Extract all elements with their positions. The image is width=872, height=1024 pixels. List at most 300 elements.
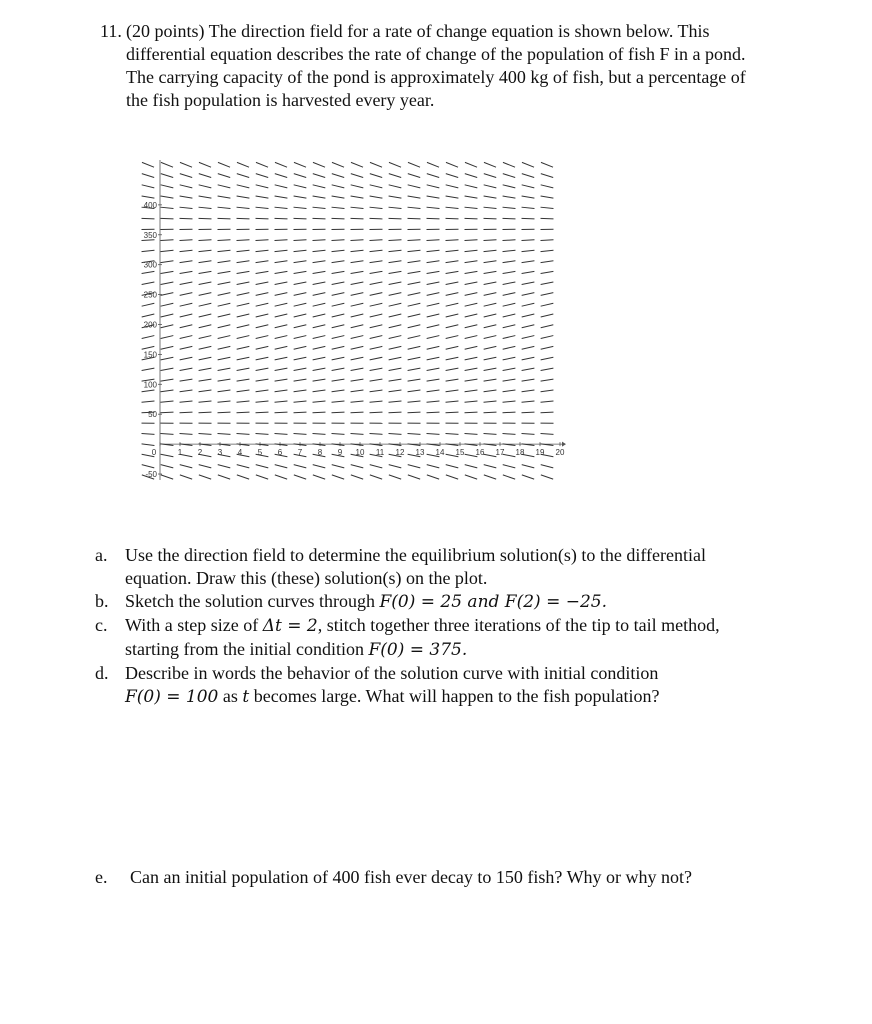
slope-segment — [332, 368, 345, 370]
slope-segment — [218, 162, 230, 167]
slope-segment — [446, 465, 459, 468]
slope-segment — [370, 207, 383, 208]
slope-segment — [370, 271, 383, 273]
slope-segment — [199, 196, 212, 198]
slope-segment — [180, 196, 193, 198]
slope-segment — [389, 401, 402, 402]
slope-segment — [218, 261, 231, 263]
x-tick-label: 5 — [257, 448, 263, 458]
slope-segment — [389, 271, 402, 273]
slope-segment — [161, 218, 174, 219]
slope-segment — [332, 465, 345, 468]
slope-segment — [389, 282, 402, 285]
x-tick-label: 16 — [475, 448, 485, 458]
slope-segment — [541, 465, 554, 468]
slope-segment — [484, 368, 497, 370]
slope-segment — [275, 412, 288, 413]
slope-segment — [446, 196, 459, 198]
slope-segment — [503, 240, 516, 241]
slope-segment — [180, 325, 193, 328]
slope-segment — [294, 218, 307, 219]
slope-segment — [313, 401, 326, 402]
slope-segment — [465, 207, 478, 208]
slope-segment — [522, 379, 535, 381]
slope-segment — [180, 314, 193, 317]
slope-segment — [522, 240, 535, 241]
slope-segment — [408, 401, 421, 402]
slope-segment — [218, 174, 230, 178]
slope-segment — [541, 240, 554, 241]
slope-segment — [408, 465, 421, 468]
slope-segment — [351, 357, 364, 360]
slope-segment — [522, 282, 535, 285]
slope-segment — [294, 185, 307, 188]
slope-segment — [484, 303, 497, 306]
slope-segment — [484, 357, 497, 360]
slope-segment — [256, 401, 269, 402]
slope-segment — [161, 207, 174, 208]
slope-segment — [522, 250, 535, 251]
slope-segment — [199, 346, 212, 349]
slope-segment — [446, 475, 458, 479]
slope-segment — [161, 314, 174, 317]
slope-segment — [180, 185, 193, 188]
slope-segment — [256, 196, 269, 198]
slope-segment — [313, 240, 326, 241]
slope-segment — [522, 434, 535, 435]
slope-segment — [275, 196, 288, 198]
slope-segment — [465, 261, 478, 263]
slope-segment — [541, 434, 554, 435]
slope-segment — [541, 379, 554, 381]
slope-segment — [218, 218, 231, 219]
slope-segment — [237, 240, 250, 241]
slope-segment — [199, 250, 212, 251]
slope-segment — [408, 185, 421, 188]
slope-segment — [256, 293, 269, 296]
slope-segment — [427, 346, 440, 349]
slope-segment — [389, 185, 402, 188]
slope-segment — [332, 196, 345, 198]
slope-segment — [199, 282, 212, 285]
slope-segment — [389, 174, 401, 178]
slope-segment — [313, 475, 325, 479]
slope-segment — [541, 412, 554, 413]
slope-segment — [446, 357, 459, 360]
slope-segment — [370, 185, 383, 188]
slope-segment — [294, 282, 307, 285]
slope-segment — [408, 218, 421, 219]
slope-segment — [332, 357, 345, 360]
slope-segment — [370, 174, 382, 178]
slope-segment — [351, 379, 364, 381]
slope-segment — [237, 174, 249, 178]
slope-segment — [332, 185, 345, 188]
slope-segment — [484, 465, 497, 468]
x-tick-label: 14 — [435, 448, 445, 458]
slope-segment — [142, 196, 155, 198]
slope-segment — [351, 325, 364, 328]
slope-segment — [313, 465, 326, 468]
slope-segment — [541, 357, 554, 360]
slope-segment — [484, 261, 497, 263]
slope-segment — [218, 379, 231, 381]
x-tick-label: 17 — [495, 448, 505, 458]
slope-segment — [465, 293, 478, 296]
slope-segment — [237, 390, 250, 392]
slope-segment — [503, 185, 516, 188]
part-label: c. — [95, 615, 108, 635]
slope-segment — [161, 174, 173, 178]
slope-segment — [332, 261, 345, 263]
slope-segment — [484, 379, 497, 381]
slope-segment — [503, 412, 516, 413]
slope-segment — [256, 475, 268, 479]
slope-segment — [237, 218, 250, 219]
slope-segment — [465, 185, 478, 188]
y-tick-label: 150 — [143, 350, 157, 360]
slope-segment — [161, 185, 174, 188]
slope-segment — [275, 401, 288, 402]
slope-segment — [180, 412, 193, 413]
slope-segment — [256, 336, 269, 339]
slope-segment — [161, 162, 173, 167]
slope-segment — [484, 454, 497, 456]
slope-segment — [351, 218, 364, 219]
slope-segment — [370, 196, 383, 198]
slope-segment — [541, 368, 554, 370]
slope-segment — [408, 475, 420, 479]
text-run: Use the direction field to determine the equilibrium solution(s) to the differential — [125, 545, 707, 565]
slope-segment — [408, 346, 421, 349]
part-label: b. — [95, 591, 109, 611]
slope-segment — [313, 346, 326, 349]
slope-segment — [218, 325, 231, 328]
slope-segment — [294, 434, 307, 435]
slope-segment — [503, 336, 516, 339]
slope-segment — [180, 475, 192, 479]
slope-segment — [446, 250, 459, 251]
problem-line: The carrying capacity of the pond is approximately 400 kg of fish, but a percentage of — [126, 67, 746, 87]
slope-segment — [465, 303, 478, 306]
slope-segment — [465, 250, 478, 251]
slope-segment — [199, 390, 212, 392]
slope-segment — [351, 162, 363, 167]
slope-segment — [199, 379, 212, 381]
slope-segment — [503, 475, 515, 479]
text-run: Describe in words the behavior of the solution curve with initial condition — [125, 663, 659, 683]
slope-segment — [446, 401, 459, 402]
slope-segment — [161, 282, 174, 285]
slope-segment — [256, 379, 269, 381]
slope-segment — [275, 368, 288, 370]
slope-segment — [408, 314, 421, 317]
slope-segment — [522, 271, 535, 273]
slope-segment — [522, 465, 535, 468]
slope-segment — [351, 174, 363, 178]
slope-segment — [465, 314, 478, 317]
slope-segment — [370, 282, 383, 285]
slope-segment — [408, 325, 421, 328]
slope-segment — [389, 434, 402, 435]
slope-segment — [313, 196, 326, 198]
slope-segment — [522, 196, 535, 198]
slope-segment — [256, 282, 269, 285]
slope-segment — [465, 390, 478, 392]
slope-segment — [161, 401, 174, 402]
x-tick-label: 3 — [217, 448, 223, 458]
slope-segment — [484, 271, 497, 273]
slope-segment — [142, 174, 154, 178]
slope-segment — [275, 207, 288, 208]
slope-segment — [142, 346, 155, 349]
slope-segment — [256, 271, 269, 273]
slope-segment — [541, 207, 554, 208]
slope-segment — [161, 271, 174, 273]
slope-segment — [389, 412, 402, 413]
slope-segment — [541, 303, 554, 306]
slope-segment — [256, 346, 269, 349]
slope-segment — [389, 475, 401, 479]
slope-segment — [541, 218, 554, 219]
slope-segment — [351, 465, 364, 468]
slope-segment — [256, 185, 269, 188]
slope-segment — [522, 412, 535, 413]
slope-segment — [294, 293, 307, 296]
slope-segment — [446, 282, 459, 285]
slope-segment — [256, 303, 269, 306]
x-tick-label: 12 — [395, 448, 405, 458]
text-run: Sketch the solution curves through — [125, 591, 380, 611]
slope-segment — [332, 240, 345, 241]
slope-segment — [522, 162, 534, 167]
slope-segment — [446, 390, 459, 392]
slope-segment — [313, 293, 326, 296]
slope-segment — [503, 250, 516, 251]
slope-segment — [351, 250, 364, 251]
slope-segment — [237, 162, 249, 167]
x-tick-label: 20 — [555, 448, 565, 458]
slope-segment — [218, 185, 231, 188]
problem-statement — [100, 20, 830, 112]
slope-segment — [161, 240, 174, 241]
slope-segment — [256, 162, 268, 167]
slope-segment — [180, 261, 193, 263]
slope-segment — [465, 196, 478, 198]
slope-segment — [522, 336, 535, 339]
slope-segment — [503, 174, 515, 178]
slope-segment — [199, 434, 212, 435]
slope-segment — [351, 271, 364, 273]
slope-segment — [313, 390, 326, 392]
slope-segment — [180, 465, 193, 468]
slope-segment — [294, 475, 306, 479]
slope-segment — [294, 162, 306, 167]
slope-segment — [332, 325, 345, 328]
slope-segment — [199, 475, 211, 479]
slope-segment — [389, 240, 402, 241]
slope-segment — [180, 240, 193, 241]
slope-segment — [161, 357, 174, 360]
slope-segment — [522, 207, 535, 208]
slope-segment — [370, 303, 383, 306]
slope-segment — [294, 250, 307, 251]
slope-segment — [465, 475, 477, 479]
slope-segment — [142, 465, 155, 468]
slope-segment — [237, 303, 250, 306]
slope-segment — [370, 240, 383, 241]
slope-segment — [332, 412, 345, 413]
slope-segment — [503, 465, 516, 468]
slope-segment — [484, 390, 497, 392]
slope-segment — [484, 185, 497, 188]
slope-segment — [427, 271, 440, 273]
slope-segment — [351, 185, 364, 188]
slope-segment — [180, 346, 193, 349]
slope-segment — [161, 293, 174, 296]
slope-segment — [484, 162, 496, 167]
slope-segment — [180, 401, 193, 402]
slope-segment — [503, 282, 516, 285]
part-line — [125, 638, 835, 662]
slope-segment — [275, 240, 288, 241]
slope-segment — [503, 346, 516, 349]
slope-segment — [237, 357, 250, 360]
text-run: as — [218, 686, 243, 706]
slope-segment — [503, 390, 516, 392]
slope-segment — [389, 465, 402, 468]
slope-segment — [541, 196, 554, 198]
slope-segment — [351, 336, 364, 339]
slope-segment — [218, 412, 231, 413]
slope-segment — [503, 293, 516, 296]
slope-segment — [332, 271, 345, 273]
slope-segment — [541, 293, 554, 296]
slope-segment — [313, 207, 326, 208]
slope-segment — [332, 293, 345, 296]
slope-segment — [161, 303, 174, 306]
y-tick-label: 200 — [143, 320, 157, 330]
slope-segment — [275, 303, 288, 306]
slope-segment — [541, 401, 554, 402]
slope-segment — [427, 196, 440, 198]
slope-segment — [218, 368, 231, 370]
slope-segment — [332, 250, 345, 251]
slope-segment — [218, 336, 231, 339]
slope-segment — [427, 475, 439, 479]
slope-segment — [332, 379, 345, 381]
slope-segment — [484, 412, 497, 413]
slope-segment — [522, 368, 535, 370]
slope-segment — [218, 250, 231, 251]
slope-segment — [294, 207, 307, 208]
slope-segment — [389, 196, 402, 198]
slope-segment — [408, 174, 420, 178]
slope-segment — [522, 218, 535, 219]
slope-segment — [408, 293, 421, 296]
slope-segment — [237, 261, 250, 263]
slope-segment — [389, 303, 402, 306]
slope-segment — [427, 434, 440, 435]
slope-segment — [465, 162, 477, 167]
part-text: Can an initial population of 400 fish ever decay to 150 fish? Why or why not? — [130, 867, 693, 887]
slope-segment — [465, 218, 478, 219]
slope-segment — [237, 475, 249, 479]
slope-segment — [142, 240, 155, 241]
slope-segment — [180, 357, 193, 360]
slope-segment — [313, 218, 326, 219]
slope-segment — [180, 390, 193, 392]
slope-segment — [237, 185, 250, 188]
x-tick-label: 2 — [197, 448, 203, 458]
slope-segment — [180, 303, 193, 306]
slope-segment — [427, 293, 440, 296]
slope-segment — [294, 240, 307, 241]
slope-segment — [522, 293, 535, 296]
slope-segment — [218, 293, 231, 296]
x-tick-label: 19 — [535, 448, 545, 458]
slope-segment — [275, 475, 287, 479]
slope-segment — [237, 346, 250, 349]
slope-segment — [484, 196, 497, 198]
slope-segment — [199, 218, 212, 219]
slope-segment — [408, 368, 421, 370]
problem-line: the fish population is harvested every year. — [126, 90, 435, 110]
slope-segment — [199, 174, 211, 178]
slope-segment — [541, 282, 554, 285]
slope-segment — [503, 379, 516, 381]
slope-segment — [522, 303, 535, 306]
text-run: , stitch together three iterations of the tip to tail method, — [317, 615, 720, 635]
slope-segment — [142, 218, 155, 219]
part-line — [125, 662, 835, 685]
slope-segment — [370, 475, 382, 479]
slope-segment — [484, 475, 496, 479]
slope-segment — [218, 465, 231, 468]
slope-segment — [237, 465, 250, 468]
slope-segment — [541, 390, 554, 392]
slope-segment — [522, 475, 534, 479]
slope-segment — [484, 434, 497, 435]
slope-segment — [503, 271, 516, 273]
slope-segment — [389, 357, 402, 360]
x-tick-label: 10 — [355, 448, 365, 458]
slope-segment — [370, 368, 383, 370]
math-expression: t — [242, 687, 250, 707]
slope-segment — [275, 325, 288, 328]
slope-segment — [446, 185, 459, 188]
text-run: With a step size of — [125, 615, 263, 635]
y-tick-label: 250 — [143, 290, 157, 300]
slope-segment — [237, 412, 250, 413]
slope-segment — [351, 261, 364, 263]
slope-segment — [541, 271, 554, 273]
slope-segment — [256, 250, 269, 251]
slope-segment — [465, 282, 478, 285]
slope-segment — [142, 185, 155, 188]
slope-segment — [408, 250, 421, 251]
slope-segment — [446, 379, 459, 381]
slope-segment — [313, 379, 326, 381]
slope-segment — [351, 390, 364, 392]
slope-segment — [541, 174, 553, 178]
slope-segment — [351, 401, 364, 402]
slope-segment — [256, 218, 269, 219]
part-line — [125, 614, 835, 638]
slope-segment — [427, 207, 440, 208]
slope-segment — [313, 412, 326, 413]
slope-segment — [465, 412, 478, 413]
